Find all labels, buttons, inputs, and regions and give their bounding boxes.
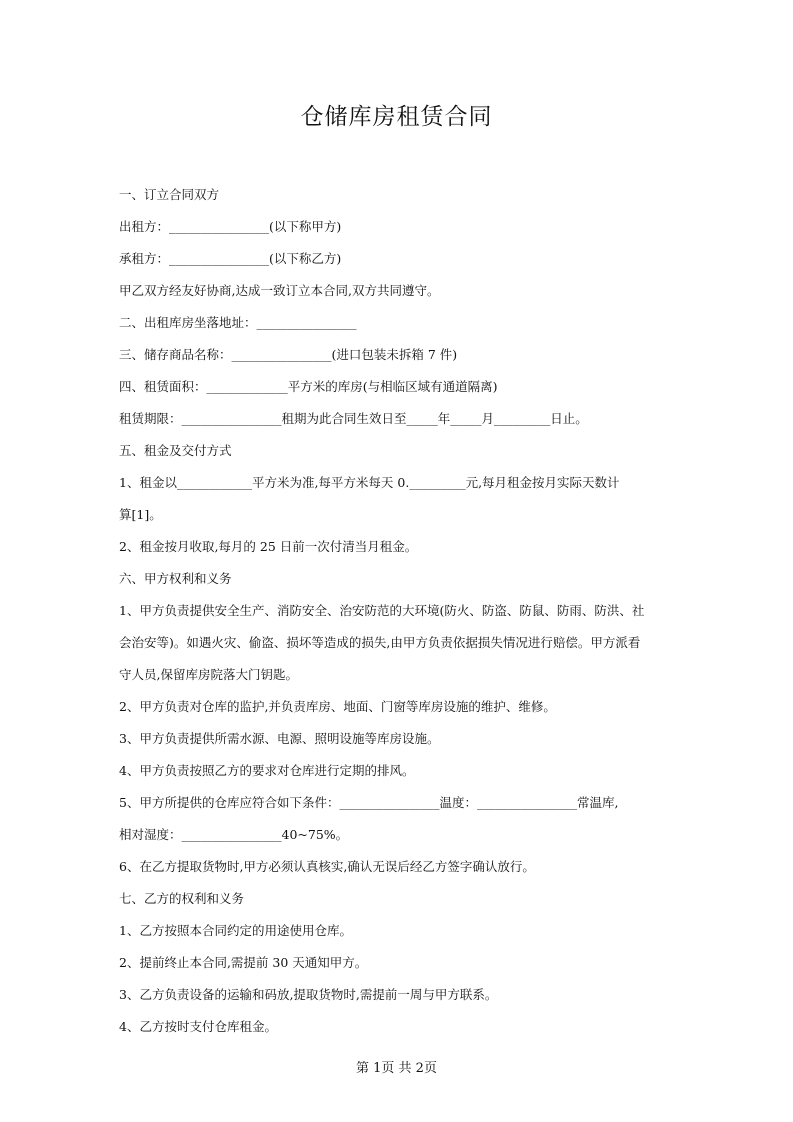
- paragraph-line: 承租方：________________(以下称乙方): [119, 251, 342, 266]
- document-title: 仓储库房租赁合同: [300, 104, 493, 130]
- paragraph-line: 租赁期限：________________租期为此合同生效日至_____年_____月_________日止。: [119, 411, 588, 426]
- paragraph-line: 3、甲方负责提供所需水源、电源、照明设施等库房设施。: [119, 731, 440, 746]
- paragraph-line: 4、甲方负责按照乙方的要求对仓库进行定期的排风。: [119, 763, 415, 778]
- paragraph-line: 相对湿度：________________40~75%。: [119, 827, 349, 842]
- paragraph-line: 会治安等)。如遇火灾、偷盗、损坏等造成的损失,由甲方负责依据损失情况进行赔偿。甲方派看: [119, 635, 641, 650]
- paragraph-line: 出租方：________________(以下称甲方): [119, 219, 342, 234]
- paragraph-line: 1、乙方按照本合同约定的用途使用仓库。: [119, 923, 352, 938]
- paragraph-line: 算[1]。: [119, 507, 162, 522]
- paragraph-line: 甲乙双方经友好协商,达成一致订立本合同,双方共同遵守。: [119, 283, 440, 298]
- section-heading: 五、租金及交付方式: [119, 443, 232, 458]
- paragraph-line: 1、甲方负责提供安全生产、消防安全、治安防范的大环境(防火、防盗、防鼠、防雨、防洪、社: [119, 603, 645, 618]
- section-heading: 六、甲方权利和义务: [119, 571, 232, 586]
- section-heading: 七、乙方的权利和义务: [119, 891, 245, 906]
- page-number-footer: 第 1页 共 2页: [356, 1061, 437, 1076]
- paragraph-line: 2、提前终止本合同,需提前 30 天通知甲方。: [119, 955, 368, 970]
- section-heading: 四、租赁面积：_____________平方米的库房(与相临区域有通道隔离): [119, 379, 498, 394]
- paragraph-line: 6、在乙方提取货物时,甲方必须认真核实,确认无误后经乙方签字确认放行。: [119, 859, 535, 874]
- paragraph-line: 4、乙方按时支付仓库租金。: [119, 1019, 277, 1034]
- section-heading: 一、订立合同双方: [119, 187, 220, 202]
- paragraph-line: 2、租金按月收取,每月的 25 日前一次付清当月租金。: [119, 539, 418, 554]
- section-heading: 三、储存商品名称：________________(进口包装未拆箱 7 件): [119, 347, 458, 362]
- section-heading: 二、出租库房坐落地址：________________: [119, 315, 357, 330]
- paragraph-line: 守人员,保留库房院落大门钥匙。: [119, 667, 298, 682]
- paragraph-line: 5、甲方所提供的仓库应符合如下条件：________________温度：________________常温库,: [119, 795, 619, 810]
- paragraph-line: 3、乙方负责设备的运输和码放,提取货物时,需提前一周与甲方联系。: [119, 987, 498, 1002]
- paragraph-line: 1、租金以____________平方米为准,每平方米每天 0._________元,每月租金按月实际天数计: [119, 475, 620, 490]
- paragraph-line: 2、甲方负责对仓库的监护,并负责库房、地面、门窗等库房设施的维护、维修。: [119, 699, 556, 714]
